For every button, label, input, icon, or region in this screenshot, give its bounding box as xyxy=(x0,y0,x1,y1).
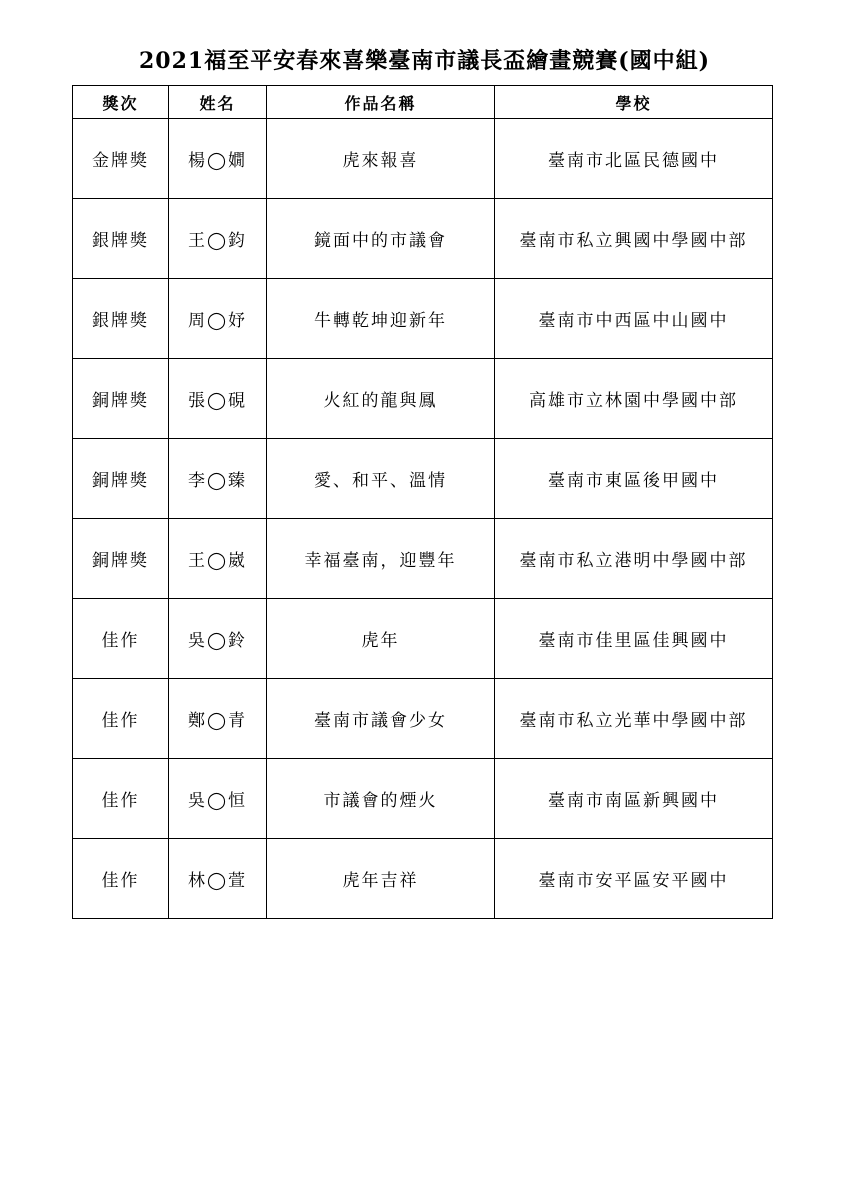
cell-work: 虎來報喜 xyxy=(267,119,495,199)
cell-name: 鄭◯青 xyxy=(169,679,267,759)
cell-school: 臺南市佳里區佳興國中 xyxy=(495,599,773,679)
cell-school: 臺南市私立港明中學國中部 xyxy=(495,519,773,599)
cell-award: 佳作 xyxy=(73,599,169,679)
cell-school: 臺南市私立光華中學國中部 xyxy=(495,679,773,759)
cell-work: 虎年 xyxy=(267,599,495,679)
cell-work: 牛轉乾坤迎新年 xyxy=(267,279,495,359)
cell-award: 銅牌獎 xyxy=(73,519,169,599)
header-award: 獎次 xyxy=(73,86,169,119)
cell-school: 臺南市北區民德國中 xyxy=(495,119,773,199)
table-row xyxy=(73,279,773,359)
header-work: 作品名稱 xyxy=(267,86,495,119)
table-row xyxy=(73,679,773,759)
table-header-row xyxy=(73,86,773,119)
cell-name: 吳◯恒 xyxy=(169,759,267,839)
cell-name: 周◯妤 xyxy=(169,279,267,359)
cell-school: 臺南市東區後甲國中 xyxy=(495,439,773,519)
cell-name: 楊◯嫺 xyxy=(169,119,267,199)
cell-name: 李◯臻 xyxy=(169,439,267,519)
table-row xyxy=(73,439,773,519)
cell-award: 佳作 xyxy=(73,839,169,919)
table-row xyxy=(73,519,773,599)
cell-name: 張◯硯 xyxy=(169,359,267,439)
page-title: 2021福至平安春來喜樂臺南市議長盃繪畫競賽(國中組) xyxy=(138,48,711,74)
cell-name: 吳◯鈴 xyxy=(169,599,267,679)
cell-work: 火紅的龍與鳳 xyxy=(267,359,495,439)
table-row xyxy=(73,839,773,919)
cell-award: 銀牌獎 xyxy=(73,199,169,279)
cell-school: 高雄市立林園中學國中部 xyxy=(495,359,773,439)
cell-work: 鏡面中的市議會 xyxy=(267,199,495,279)
cell-award: 銅牌獎 xyxy=(73,439,169,519)
cell-work: 愛、和平、溫情 xyxy=(267,439,495,519)
cell-work: 臺南市議會少女 xyxy=(267,679,495,759)
cell-name: 林◯萱 xyxy=(169,839,267,919)
cell-award: 銅牌獎 xyxy=(73,359,169,439)
cell-school: 臺南市中西區中山國中 xyxy=(495,279,773,359)
table-row xyxy=(73,359,773,439)
cell-school: 臺南市南區新興國中 xyxy=(495,759,773,839)
cell-work: 虎年吉祥 xyxy=(267,839,495,919)
header-school: 學校 xyxy=(495,86,773,119)
header-name: 姓名 xyxy=(169,86,267,119)
cell-award: 金牌獎 xyxy=(73,119,169,199)
cell-award: 佳作 xyxy=(73,679,169,759)
cell-name: 王◯鈞 xyxy=(169,199,267,279)
cell-award: 佳作 xyxy=(73,759,169,839)
cell-work: 幸福臺南，迎豐年 xyxy=(267,519,495,599)
table-row xyxy=(73,759,773,839)
cell-school: 臺南市私立興國中學國中部 xyxy=(495,199,773,279)
table-row xyxy=(73,599,773,679)
table-row xyxy=(73,119,773,199)
cell-name: 王◯崴 xyxy=(169,519,267,599)
cell-school: 臺南市安平區安平國中 xyxy=(495,839,773,919)
cell-award: 銀牌獎 xyxy=(73,279,169,359)
table-row xyxy=(73,199,773,279)
results-table xyxy=(72,85,773,919)
cell-work: 市議會的煙火 xyxy=(267,759,495,839)
